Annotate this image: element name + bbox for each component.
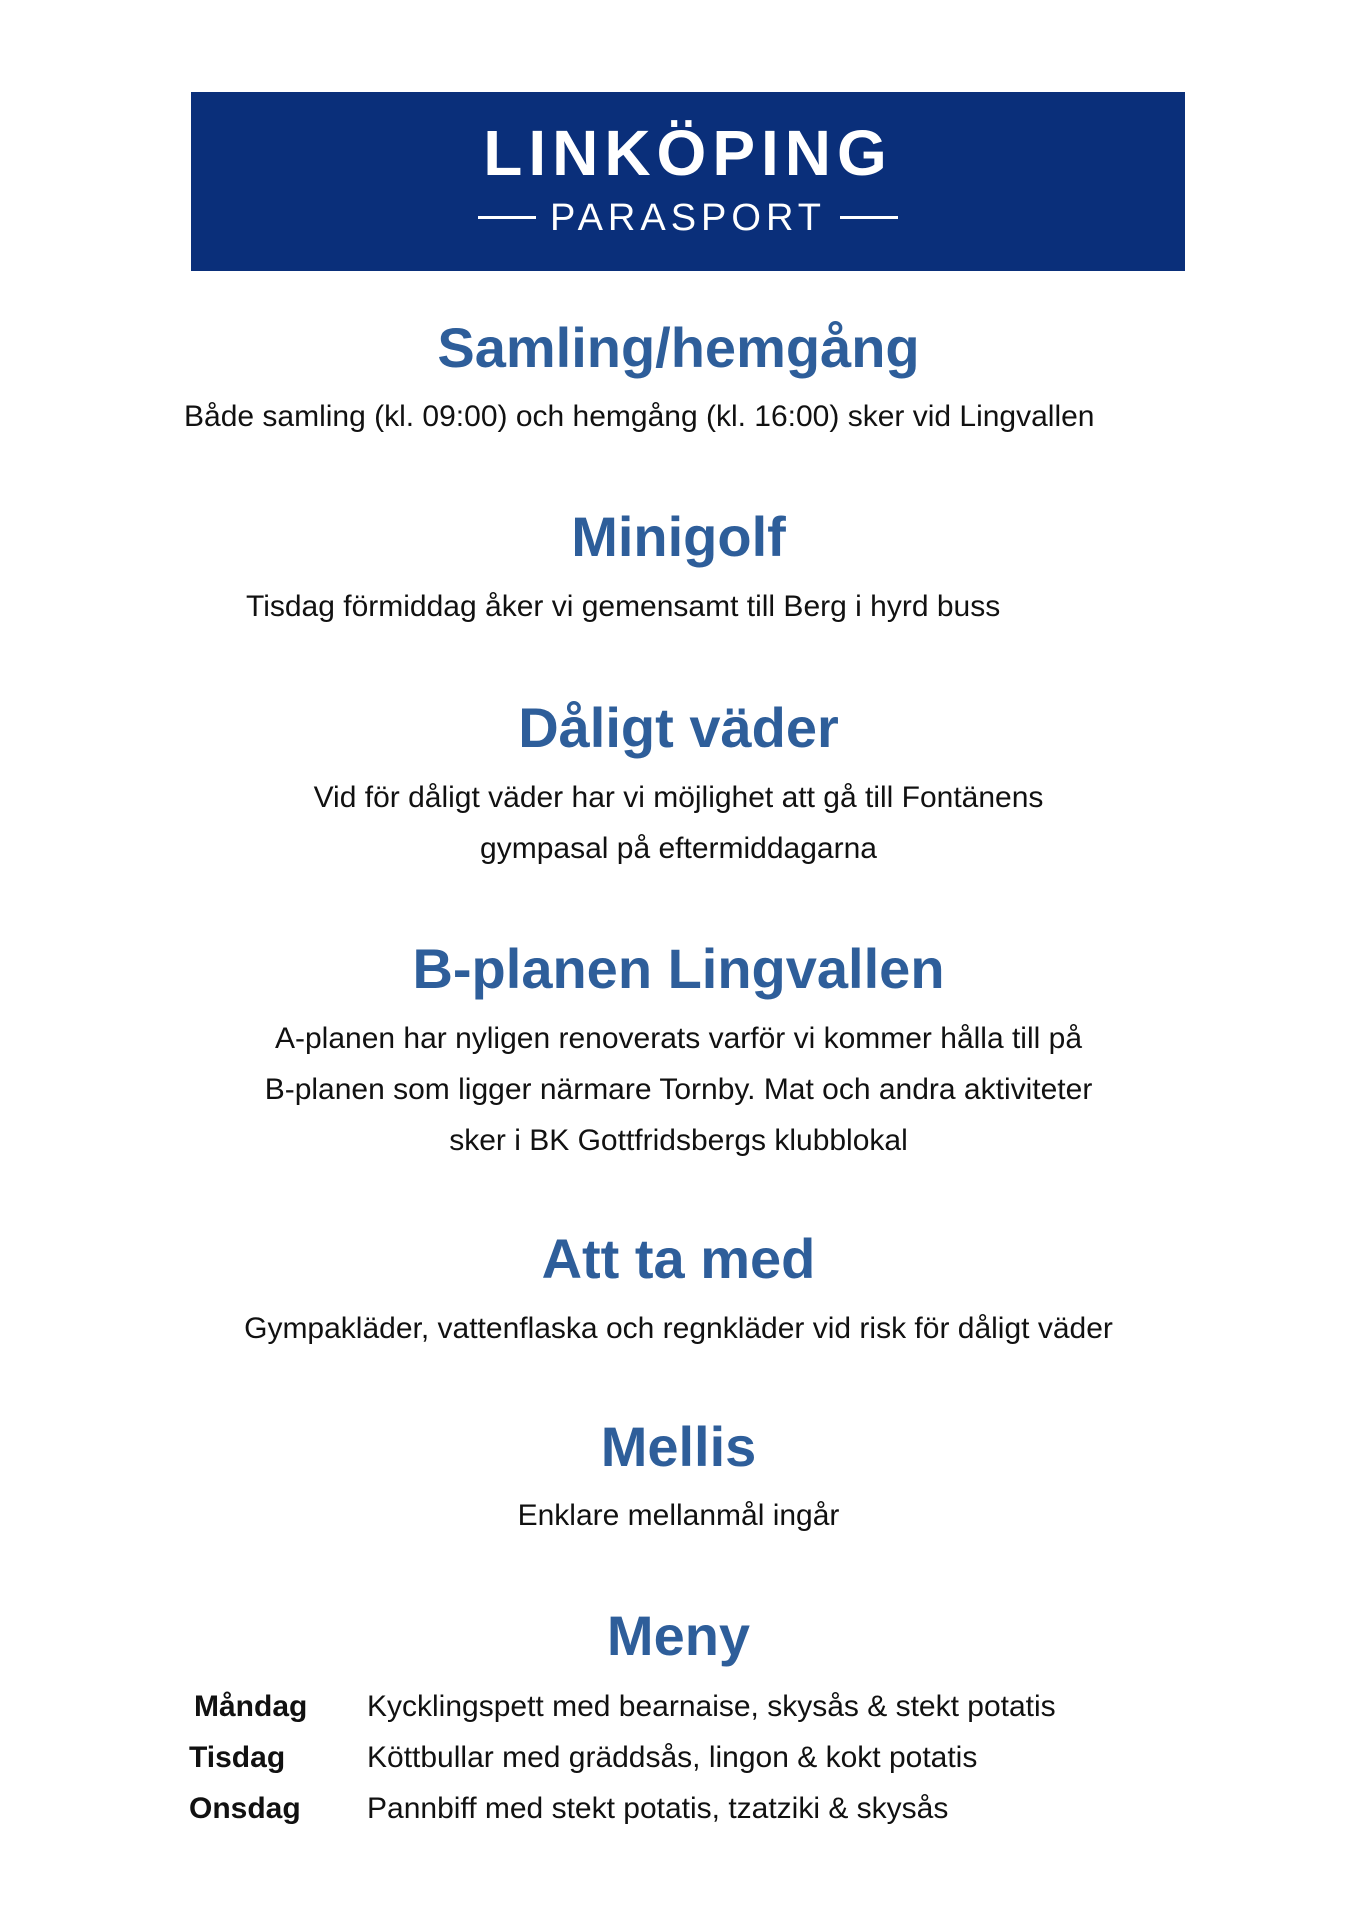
section-text-samling: Både samling (kl. 09:00) och hemgång (kl. 16:00) sker vid Lingvallen: [184, 400, 1095, 433]
section-heading-att-ta-med: Att ta med: [541, 1227, 816, 1290]
section-text-daligt-vader-line2: gympasal på eftermiddagarna: [480, 832, 877, 865]
section-heading-mellis: Mellis: [600, 1415, 757, 1478]
section-heading-samling: Samling/hemgång: [437, 316, 920, 379]
menu-row-onsdag: [0, 1783, 1357, 1834]
menu-row-mandag: [0, 1681, 1357, 1732]
logo-subtitle-row: [478, 196, 898, 239]
menu-dish: Kycklingspett med bearnaise, skysås & stekt potatis: [367, 1690, 1056, 1723]
menu-dish: Pannbiff med stekt potatis, tzatziki & skysås: [367, 1792, 949, 1825]
section-heading-b-planen: B-planen Lingvallen: [412, 937, 945, 1000]
menu-day: Onsdag: [189, 1792, 301, 1825]
logo-subtitle: PARASPORT: [550, 196, 826, 239]
menu-row-tisdag: [0, 1732, 1357, 1783]
section-text-b-planen-line3: sker i BK Gottfridsbergs klubblokal: [449, 1124, 908, 1157]
menu-day: Måndag: [194, 1690, 308, 1723]
logo-divider-right: [840, 216, 898, 219]
logo-divider-left: [478, 216, 536, 219]
menu-dish: Köttbullar med gräddsås, lingon & kokt potatis: [367, 1741, 978, 1774]
menu-day: Tisdag: [189, 1741, 286, 1774]
menu-heading: Meny: [606, 1604, 751, 1667]
section-heading-minigolf: Minigolf: [571, 505, 786, 568]
section-text-mellis: Enklare mellanmål ingår: [517, 1499, 840, 1532]
section-text-b-planen-line1: A-planen har nyligen renoverats varför vi kommer hålla till på: [274, 1022, 1083, 1055]
section-heading-daligt-vader: Dåligt väder: [518, 696, 839, 759]
section-text-minigolf: Tisdag förmiddag åker vi gemensamt till Berg i hyrd buss: [246, 590, 1001, 623]
section-text-att-ta-med: Gympakläder, vattenflaska och regnkläder vid risk för dåligt väder: [244, 1312, 1113, 1345]
section-text-b-planen-line2: B-planen som ligger närmare Tornby. Mat och andra aktiviteter: [264, 1073, 1093, 1106]
section-text-daligt-vader-line1: Vid för dåligt väder har vi möjlighet att gå till Fontänens: [313, 781, 1044, 814]
logo-banner: [191, 92, 1185, 271]
logo-title: LINKÖPING: [483, 116, 893, 189]
